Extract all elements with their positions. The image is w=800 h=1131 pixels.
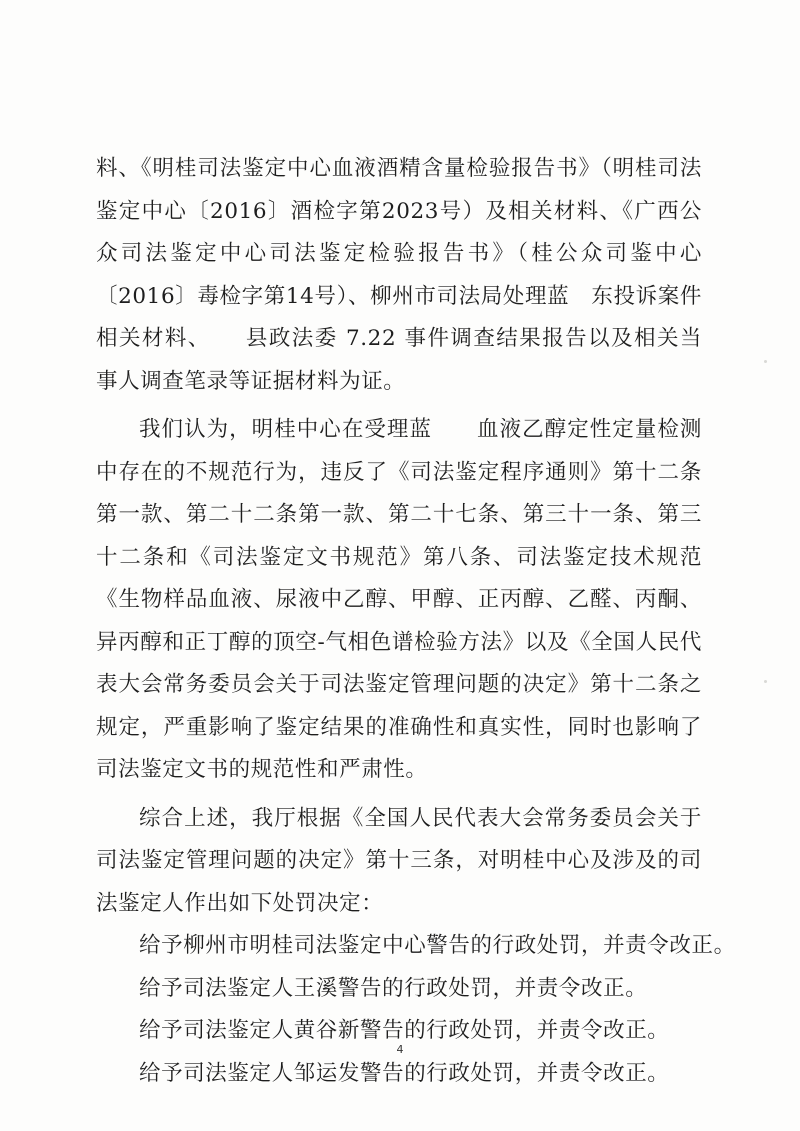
opinion-paragraph: 我们认为，明桂中心在受理蓝 血液乙醇定性定量检测中存在的不规范行为，违反了《司法鉴定程序通则》第十二条第一款、第二十二条第一款、第二十七条、第三十一条、第三十二条和《司法鉴定文书规范》第八条、司法鉴定技术规范《生物样品血液、尿液中乙醇、甲醇、正丙醇、乙醛、丙酮、异丙醇和正丁醇的顶空-气相色谱检验方法》以及《全国人民代表大会常务委员会关于司法鉴定管理问题的决定》第十二条之规定，严重影响了鉴定结果的准确性和真实性，同时也影响了司法鉴定文书的规范性和严肃性。 <box>96 417 702 782</box>
penalty-item: 给予司法鉴定人黄谷新警告的行政处罚，并责令改正。 <box>139 1018 670 1043</box>
penalty-item: 给予司法鉴定人邹运发警告的行政处罚，并责令改正。 <box>139 1060 670 1086</box>
scan-speck <box>764 360 767 363</box>
scan-speck <box>764 680 767 683</box>
penalty-item: 给予柳州市明桂司法鉴定中心警告的行政处罚，并责令改正。 <box>139 933 736 958</box>
page-number: 4 <box>396 1043 404 1056</box>
decision-paragraph: 综合上述，我厅根据《全国人民代表大会常务委员会关于司法鉴定管理问题的决定》第十三条，对明桂中心及涉及的司法鉴定人作出如下处罚决定： <box>96 805 702 916</box>
penalty-list <box>96 925 736 1095</box>
evidence-paragraph: 料、《明桂司法鉴定中心血液酒精含量检验报告书》（明桂司法鉴定中心〔2016〕酒检字第2023号）及相关材料、《广西公众司法鉴定中心司法鉴定检验报告书》（桂公众司鉴中心〔2016〕毒检字第14号）、柳州市司法局处理蓝 东投诉案件相关材料、 县政法委 7.22 事件调查结果报告以及相关当事人调查笔录等证据材料为证。 <box>96 156 702 394</box>
penalty-item: 给予司法鉴定人王溪警告的行政处罚，并责令改正。 <box>139 975 648 1001</box>
document-body <box>96 148 736 1095</box>
